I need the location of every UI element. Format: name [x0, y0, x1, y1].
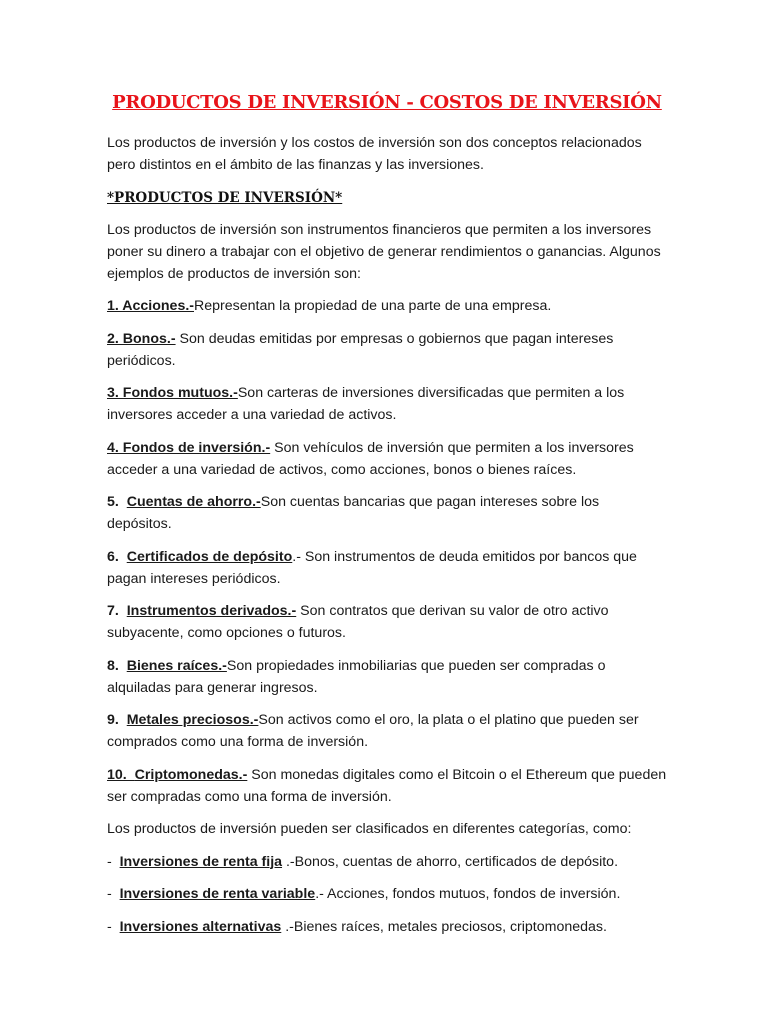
list-item-text: Son vehículos de inversión que permiten a los inversores acceder a una variedad de activos, como acciones, bonos o bienes raíces. [107, 439, 634, 478]
list-item-text: .- Son instrumentos de deuda emitidos por bancos que pagan intereses periódicos. [107, 548, 637, 587]
category-text: .- Acciones, fondos mutuos, fondos de inversión. [315, 886, 621, 902]
list-item-term: 3. Fondos mutuos.- [107, 385, 238, 401]
list-item [107, 709, 667, 753]
category-item [107, 916, 667, 938]
list-item-text: Son activos como el oro, la plata o el platino que pueden ser comprados como una forma de inversión. [107, 712, 639, 750]
list-item-number: 5. [107, 494, 127, 510]
list-item-text: Son deudas emitidas por empresas o gobiernos que pagan intereses periódicos. [107, 330, 614, 369]
category-dash: - [107, 886, 120, 902]
list-item [107, 655, 667, 699]
section-intro-paragraph: Los productos de inversión son instrumentos financieros que permiten a los inversores poner su dinero a trabajar con el objetivo de generar rendimientos o ganancias. Algunos ejemplos de productos de inversión son: [107, 221, 661, 282]
list-item-text: Son propiedades inmobiliarias que pueden ser compradas o alquiladas para generar ingresos. [107, 657, 606, 696]
list-item-text: Son carteras de inversiones diversificadas que permiten a los inversores acceder a una variedad de activos. [107, 385, 625, 423]
list-item-term: Cuentas de ahorro.- [126, 494, 261, 510]
category-item [107, 883, 667, 905]
list-item-term: Certificados de depósito [126, 548, 293, 565]
category-dash: - [107, 918, 120, 935]
list-item-term: 4. Fondos de inversión.- [107, 439, 271, 456]
document-title: PRODUCTOS DE INVERSIÓN - COSTOS DE INVERSIÓN [112, 92, 662, 113]
category-dash: - [107, 853, 120, 870]
categories-intro-paragraph: Los productos de inversión pueden ser clasificados en diferentes categorías, como: [107, 821, 632, 837]
list-item-text: Representan la propiedad de una parte de una empresa. [194, 298, 552, 314]
category-item [107, 851, 667, 873]
list-item-text: Son cuentas bancarias que pagan intereses sobre los depósitos. [107, 494, 600, 532]
category-term: Inversiones de renta variable [119, 886, 316, 902]
section-heading: *PRODUCTOS DE INVERSIÓN* [107, 189, 343, 206]
document-page [107, 90, 667, 948]
category-text: .-Bienes raíces, metales preciosos, criptomonedas. [281, 918, 607, 935]
list-item-number: 10. [107, 766, 135, 783]
list-item-text: Son contratos que derivan su valor de otro activo subyacente, como opciones o futuros. [107, 603, 609, 641]
list-item-number: 6. [107, 548, 127, 565]
list-item-number: 8. [107, 657, 127, 674]
list-item-term: Instrumentos derivados.- [126, 603, 297, 619]
list-item [107, 491, 667, 535]
list-item [107, 764, 667, 808]
list-item [107, 546, 667, 590]
list-item-term: Criptomonedas.- [134, 766, 248, 783]
list-item-text: Son monedas digitales como el Bitcoin o el Ethereum que pueden ser compradas como una forma de inversión. [107, 766, 667, 805]
intro-paragraph: Los productos de inversión y los costos de inversión son dos conceptos relacionados pero distintos en el ámbito de las finanzas y las inversiones. [107, 135, 642, 173]
list-item [107, 328, 667, 372]
category-term: Inversiones alternativas [119, 918, 282, 935]
list-item-term: 2. Bonos.- [107, 330, 176, 347]
list-item-term: 1. Acciones.- [107, 298, 194, 314]
list-item-number: 7. [107, 603, 127, 619]
list-item-term: Metales preciosos.- [126, 712, 259, 728]
list-item [107, 600, 667, 644]
list-item [107, 295, 667, 317]
list-item [107, 437, 667, 481]
list-item-number: 9. [107, 712, 127, 728]
list-item [107, 382, 667, 426]
category-term: Inversiones de renta fija [119, 853, 283, 870]
category-text: .-Bonos, cuentas de ahorro, certificados de depósito. [282, 853, 619, 870]
list-item-term: Bienes raíces.- [126, 657, 227, 674]
